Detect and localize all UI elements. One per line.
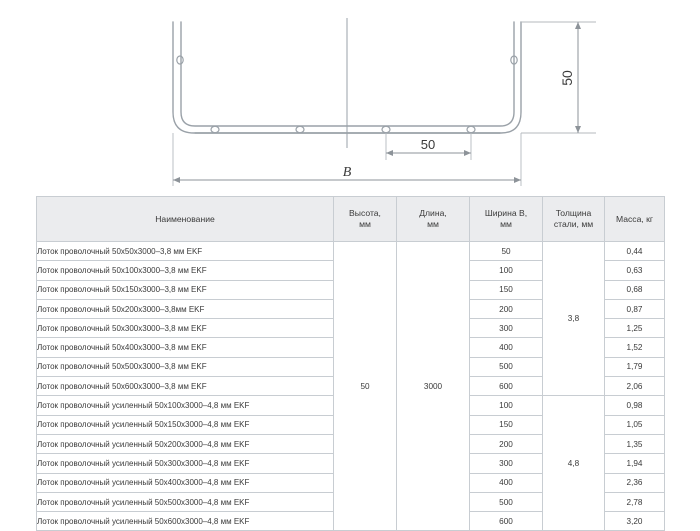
cell-mass: 2,36 xyxy=(605,473,665,492)
column-header-name-line1: Наименование xyxy=(155,213,215,224)
cell-mass: 1,05 xyxy=(605,415,665,434)
cell-name: Лоток проволочный 50x500x3000–3,8 мм EKF xyxy=(37,357,334,376)
column-header-height-line2: мм xyxy=(359,219,371,229)
cell-name: Лоток проволочный 50x300x3000–3,8 мм EKF xyxy=(37,319,334,338)
cell-width: 500 xyxy=(470,357,543,376)
cell-thickness: 3,8 xyxy=(543,242,605,396)
cell-width: 400 xyxy=(470,338,543,357)
column-header-width xyxy=(470,197,543,242)
technical-drawing xyxy=(0,0,700,196)
table-header-row xyxy=(37,197,665,242)
table-body xyxy=(37,242,665,531)
column-header-length-line1: Длина, xyxy=(419,208,447,219)
cell-width: 600 xyxy=(470,377,543,396)
cell-width: 150 xyxy=(470,415,543,434)
cell-name: Лоток проволочный усиленный 50x100x3000–4,8 мм EKF xyxy=(37,396,334,415)
column-header-width-line2: мм xyxy=(500,219,512,229)
cell-name: Лоток проволочный усиленный 50x400x3000–4,8 мм EKF xyxy=(37,473,334,492)
cell-mass: 1,79 xyxy=(605,357,665,376)
column-header-width-line1: Ширина B, xyxy=(484,208,528,219)
dimension-height-label: 50 xyxy=(559,70,575,86)
column-header-mass-line1: Масса, кг xyxy=(615,213,654,224)
table-header xyxy=(37,197,665,242)
cell-mass: 3,20 xyxy=(605,512,665,531)
cell-name: Лоток проволочный усиленный 50x600x3000–4,8 мм EKF xyxy=(37,512,334,531)
cell-width: 500 xyxy=(470,492,543,511)
cell-mass: 0,98 xyxy=(605,396,665,415)
cell-mass: 0,44 xyxy=(605,242,665,261)
cell-width: 400 xyxy=(470,473,543,492)
column-header-thickness xyxy=(543,197,605,242)
cell-name: Лоток проволочный 50x200x3000–3,8мм EKF xyxy=(37,299,334,318)
specification-table-wrapper xyxy=(36,196,664,531)
cell-width: 150 xyxy=(470,280,543,299)
cell-name: Лоток проволочный 50x600x3000–3,8 мм EKF xyxy=(37,377,334,396)
cell-width: 300 xyxy=(470,319,543,338)
cell-mass: 1,25 xyxy=(605,319,665,338)
cell-name: Лоток проволочный 50x150x3000–3,8 мм EKF xyxy=(37,280,334,299)
table-row xyxy=(37,242,665,261)
cell-name: Лоток проволочный 50x400x3000–3,8 мм EKF xyxy=(37,338,334,357)
column-header-length xyxy=(397,197,470,242)
cell-mass: 2,06 xyxy=(605,377,665,396)
cell-mass: 0,68 xyxy=(605,280,665,299)
cell-mass: 1,35 xyxy=(605,434,665,453)
cell-width: 200 xyxy=(470,434,543,453)
column-header-height xyxy=(334,197,397,242)
cell-name: Лоток проволочный усиленный 50x500x3000–4,8 мм EKF xyxy=(37,492,334,511)
column-header-length-line2: мм xyxy=(427,219,439,229)
cell-name: Лоток проволочный усиленный 50x150x3000–4,8 мм EKF xyxy=(37,415,334,434)
specification-table xyxy=(36,196,665,531)
column-header-thickness-line2: стали, мм xyxy=(553,219,594,229)
dimension-width-label: B xyxy=(342,165,352,180)
cell-width: 100 xyxy=(470,396,543,415)
cell-mass: 1,94 xyxy=(605,454,665,473)
column-header-height-line1: Высота, xyxy=(349,208,381,219)
cell-name: Лоток проволочный усиленный 50x300x3000–4,8 мм EKF xyxy=(37,454,334,473)
cell-mass: 0,87 xyxy=(605,299,665,318)
cell-mass: 1,52 xyxy=(605,338,665,357)
cell-mass: 0,63 xyxy=(605,261,665,280)
cell-name: Лоток проволочный усиленный 50x200x3000–4,8 мм EKF xyxy=(37,434,334,453)
column-header-mass xyxy=(605,197,665,242)
column-header-name xyxy=(37,197,334,242)
dimension-pitch-label: 50 xyxy=(420,137,436,152)
cell-length: 3000 xyxy=(397,242,470,531)
cell-name: Лоток проволочный 50x50x3000–3,8 мм EKF xyxy=(37,242,334,261)
cell-name: Лоток проволочный 50x100x3000–3,8 мм EKF xyxy=(37,261,334,280)
cell-thickness: 4,8 xyxy=(543,396,605,531)
cell-width: 50 xyxy=(470,242,543,261)
cell-width: 200 xyxy=(470,299,543,318)
cell-width: 300 xyxy=(470,454,543,473)
cell-width: 100 xyxy=(470,261,543,280)
cell-mass: 2,78 xyxy=(605,492,665,511)
column-header-thickness-line1: Толщина xyxy=(555,208,592,219)
cell-width: 600 xyxy=(470,512,543,531)
cell-height: 50 xyxy=(334,242,397,531)
